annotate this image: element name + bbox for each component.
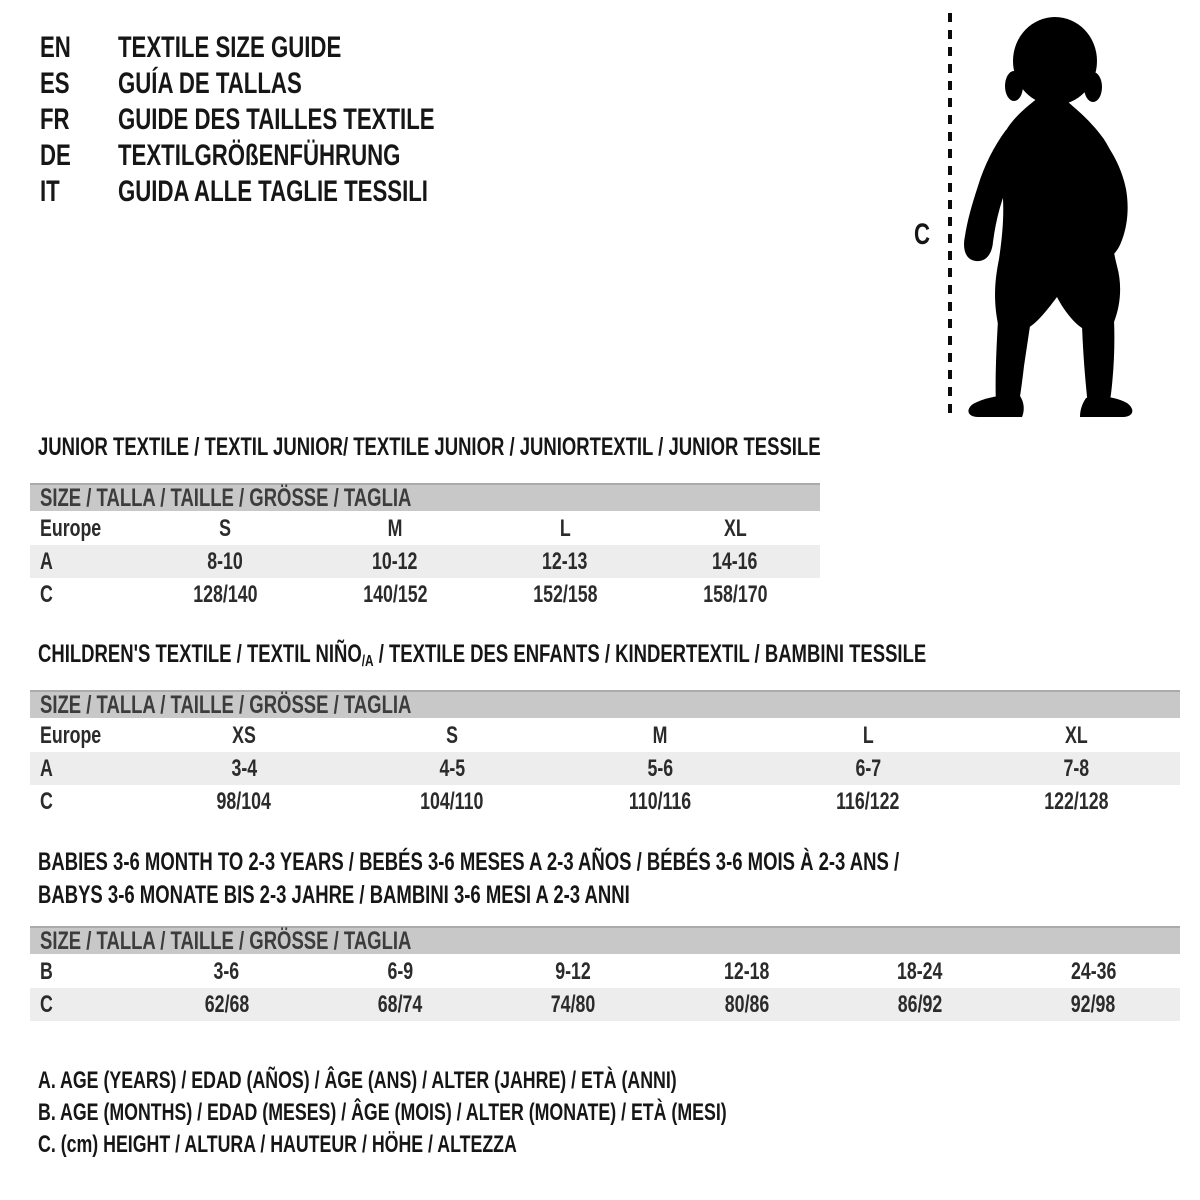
size-header-bar: SIZE / TALLA / TAILLE / GRÖSSE / TAGLIA: [30, 926, 1180, 954]
row-label: C: [40, 580, 53, 608]
table-cell: 10-12: [372, 547, 418, 575]
legend-line-c: C. (cm) HEIGHT / ALTURA / HAUTEUR / HÖHE / ALTEZZA: [38, 1131, 517, 1158]
table-cell: 68/74: [377, 990, 423, 1018]
row-label: A: [40, 547, 53, 575]
table-row: [30, 578, 820, 611]
table-cell: 74/80: [551, 990, 596, 1018]
section-title-children: CHILDREN'S TEXTILE / TEXTIL NIÑO/A / TEXTILE DES ENFANTS / KINDERTEXTIL / BAMBINI TESSILE: [38, 640, 927, 670]
language-row: [0, 174, 600, 210]
table-cell: 24-36: [1070, 957, 1117, 985]
table-cell: L: [862, 721, 874, 749]
table-cell: M: [652, 721, 668, 749]
table-cell: 12-13: [542, 547, 588, 575]
section-title-babies-line2: BABYS 3-6 MONATE BIS 2-3 JAHRE / BAMBINI 3-6 MESI A 2-3 ANNI: [38, 881, 630, 909]
language-code: FR: [40, 103, 70, 136]
baby-silhouette: [962, 14, 1140, 426]
section-title-babies-line1: BABIES 3-6 MONTH TO 2-3 YEARS / BEBÉS 3-6 MESES A 2-3 AÑOS / BÉBÉS 3-6 MOIS À 2-3 ANS /: [38, 848, 900, 876]
row-label: C: [40, 990, 53, 1018]
row-label: Europe: [40, 514, 102, 542]
language-code: ES: [40, 67, 70, 100]
language-label: GUÍA DE TALLAS: [118, 67, 302, 100]
table-cell: 128/140: [192, 580, 258, 608]
table-cell: 92/98: [1071, 990, 1116, 1018]
table-cell: 3-6: [213, 957, 240, 985]
section-title-junior: JUNIOR TEXTILE / TEXTIL JUNIOR/ TEXTILE JUNIOR / JUNIORTEXTIL / JUNIOR TESSILE: [38, 433, 821, 461]
language-row: [0, 102, 600, 138]
row-label: A: [40, 754, 53, 782]
size-header-bar: SIZE / TALLA / TAILLE / GRÖSSE / TAGLIA: [30, 483, 820, 511]
table-cell: 9-12: [555, 957, 592, 985]
legend-line-b: B. AGE (MONTHS) / EDAD (MESES) / ÂGE (MOIS) / ALTER (MONATE) / ETÀ (MESI): [38, 1099, 727, 1126]
table-row: [30, 512, 820, 545]
language-label: TEXTILGRÖßENFÜHRUNG: [118, 139, 401, 172]
language-row: [0, 30, 600, 66]
table-cell: 104/110: [420, 787, 484, 815]
table-row: [30, 752, 1180, 785]
height-measure-label: C: [914, 218, 931, 251]
row-label: B: [40, 957, 53, 985]
table-cell: XL: [723, 514, 747, 542]
table-cell: XL: [1064, 721, 1088, 749]
row-label: Europe: [40, 721, 102, 749]
table-cell: 6-7: [855, 754, 881, 782]
table-cell: 158/170: [702, 580, 768, 608]
table-cell: 4-5: [439, 754, 465, 782]
table-cell: 140/152: [362, 580, 428, 608]
table-cell: 14-16: [712, 547, 758, 575]
table-row: [30, 545, 820, 578]
table-cell: 110/116: [628, 787, 692, 815]
language-label: GUIDA ALLE TAGLIE TESSILI: [118, 175, 428, 208]
table-cell: 80/86: [724, 990, 769, 1018]
table-cell: M: [387, 514, 403, 542]
language-row: [0, 138, 600, 174]
table-cell: 3-4: [231, 754, 257, 782]
table-cell: S: [446, 721, 458, 749]
legend-line-a: A. AGE (YEARS) / EDAD (AÑOS) / ÂGE (ANS) / ALTER (JAHRE) / ETÀ (ANNI): [38, 1067, 677, 1094]
table-cell: 5-6: [647, 754, 673, 782]
row-label: C: [40, 787, 53, 815]
table-cell: 116/122: [836, 787, 900, 815]
language-code: IT: [40, 175, 60, 208]
title-subscript: /A: [361, 653, 374, 670]
table-cell: 18-24: [897, 957, 943, 985]
table-cell: 98/104: [216, 787, 272, 815]
table-row: [30, 719, 1180, 752]
table-cell: 152/158: [532, 580, 598, 608]
language-row: [0, 66, 600, 102]
table-cell: 12-18: [723, 957, 770, 985]
table-cell: XS: [232, 721, 256, 749]
table-cell: 6-9: [387, 957, 413, 985]
height-measure-dashed-line: [948, 13, 952, 418]
size-header-bar: SIZE / TALLA / TAILLE / GRÖSSE / TAGLIA: [30, 690, 1180, 718]
table-cell: 7-8: [1063, 754, 1089, 782]
table-row: [30, 955, 1180, 988]
language-code: EN: [40, 31, 71, 64]
language-code: DE: [40, 139, 71, 172]
language-label: TEXTILE SIZE GUIDE: [118, 31, 342, 64]
table-cell: 62/68: [204, 990, 249, 1018]
table-cell: L: [559, 514, 571, 542]
table-row: [30, 785, 1180, 818]
table-cell: 86/92: [897, 990, 943, 1018]
table-cell: S: [219, 514, 231, 542]
table-cell: 8-10: [207, 547, 243, 575]
table-cell: 122/128: [1043, 787, 1109, 815]
language-label: GUIDE DES TAILLES TEXTILE: [118, 103, 435, 136]
table-row: [30, 988, 1180, 1021]
